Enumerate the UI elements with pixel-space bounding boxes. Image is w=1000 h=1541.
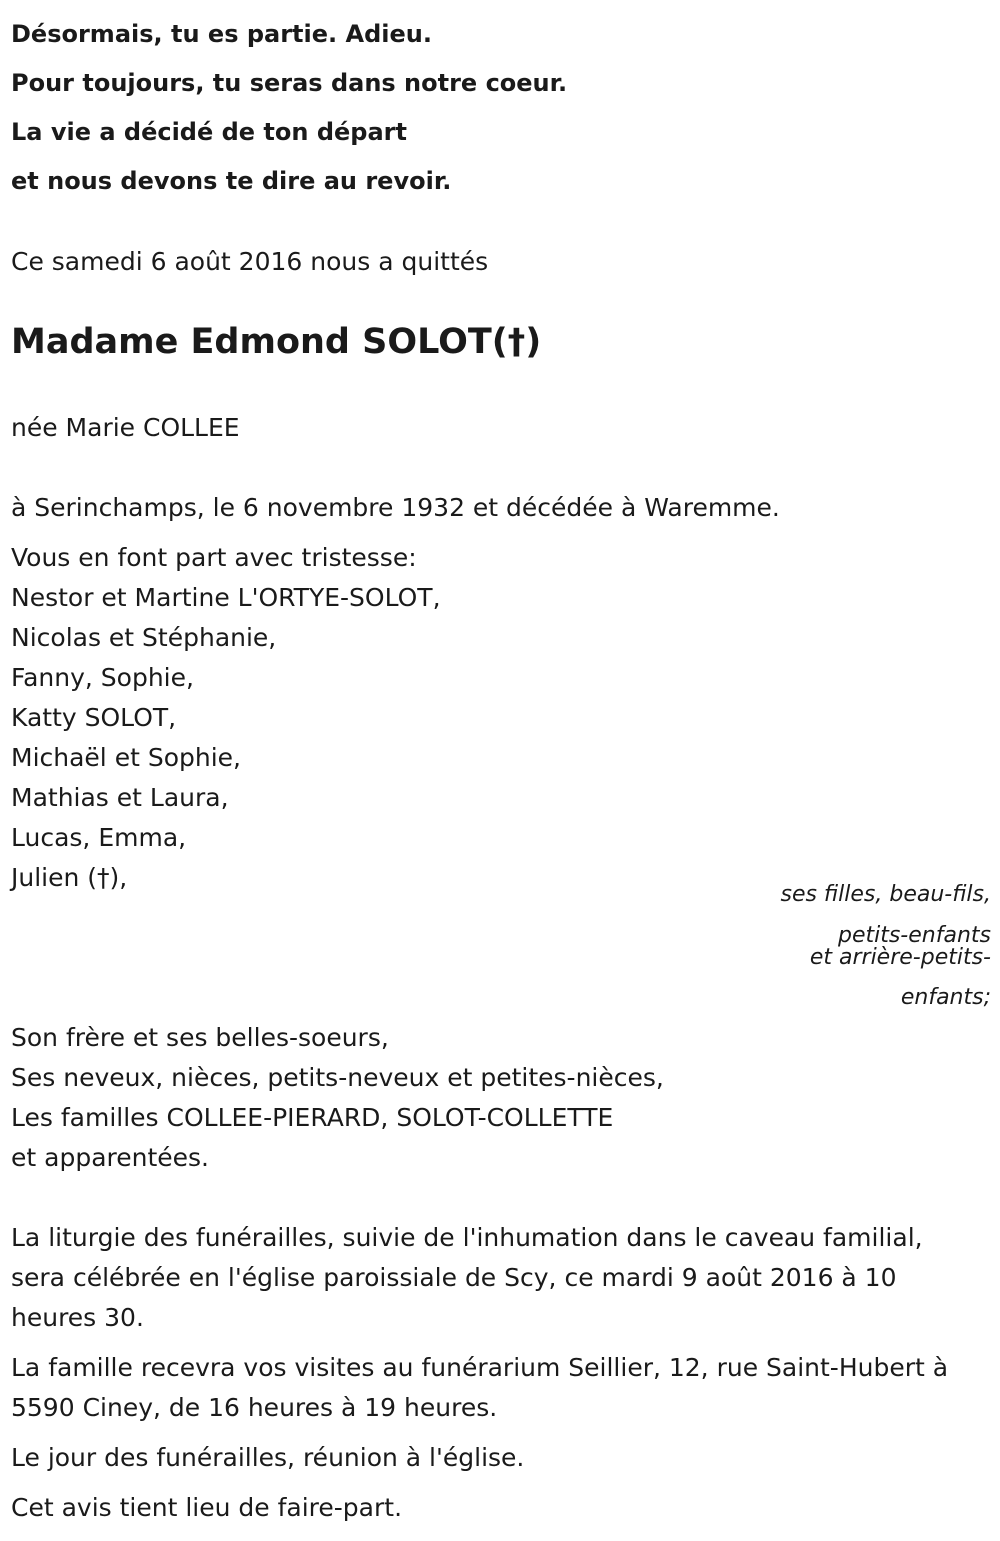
liturgy-paragraph: La liturgie des funérailles, suivie de l'inhumation dans le caveau familial, sera célébrée en l'église paroissiale de Scy, ce mardi 9 août 2016 à 10 heures 30. (11, 1223, 923, 1332)
farewell-poem (11, 0, 991, 206)
poem-line: Pour toujours, tu seras dans notre coeur. (11, 69, 568, 97)
mourner-line: Fanny, Sophie, (11, 663, 194, 692)
maiden-name: née Marie COLLEE (11, 413, 240, 442)
mourner-line: Nicolas et Stéphanie, (11, 623, 277, 652)
mourner-line: Katty SOLOT, (11, 703, 177, 732)
mourners-intro: Vous en font part avec tristesse: (11, 543, 417, 572)
poem-line: et nous devons te dire au revoir. (11, 167, 452, 195)
visits-paragraph: La famille recevra vos visites au funérarium Seillier, 12, rue Saint-Hubert à 5590 Ciney, de 16 heures à 19 heures. (11, 1353, 949, 1422)
relation-line: enfants; (900, 985, 991, 1010)
poem-line: La vie a décidé de ton départ (11, 118, 407, 146)
relation-line: ses filles, beau-fils, (780, 882, 991, 907)
mourner-line: Lucas, Emma, (11, 823, 187, 852)
death-announcement: Ce samedi 6 août 2016 nous a quittés (11, 247, 489, 276)
relation-line: et arrière-petits- (809, 945, 991, 970)
mourner-line: Mathias et Laura, (11, 783, 229, 812)
mourners-list (11, 538, 991, 898)
relation-line: petits-enfants (837, 923, 991, 948)
poem-line: Désormais, tu es partie. Adieu. (11, 20, 432, 48)
meeting-paragraph: Le jour des funérailles, réunion à l'église. (11, 1443, 525, 1472)
extended-family-list (11, 1018, 991, 1178)
obituary-notice (11, 0, 991, 898)
family-line: Son frère et ses belles-soeurs, (11, 1023, 389, 1052)
mourner-line: Michaël et Sophie, (11, 743, 241, 772)
deceased-name: Madame Edmond SOLOT(†) (11, 322, 542, 362)
funeral-details (11, 1218, 981, 1538)
mourner-line: Nestor et Martine L'ORTYE-SOLOT, (11, 583, 441, 612)
birth-death-details: à Serinchamps, le 6 novembre 1932 et décédée à Waremme. (11, 493, 780, 522)
family-line: Les familles COLLEE-PIERARD, SOLOT-COLLETTE (11, 1103, 614, 1132)
notice-paragraph: Cet avis tient lieu de faire-part. (11, 1493, 403, 1522)
family-line: et apparentées. (11, 1143, 209, 1172)
mourner-line: Julien (†), (11, 863, 128, 892)
family-line: Ses neveux, nièces, petits-neveux et petites-nièces, (11, 1063, 664, 1092)
